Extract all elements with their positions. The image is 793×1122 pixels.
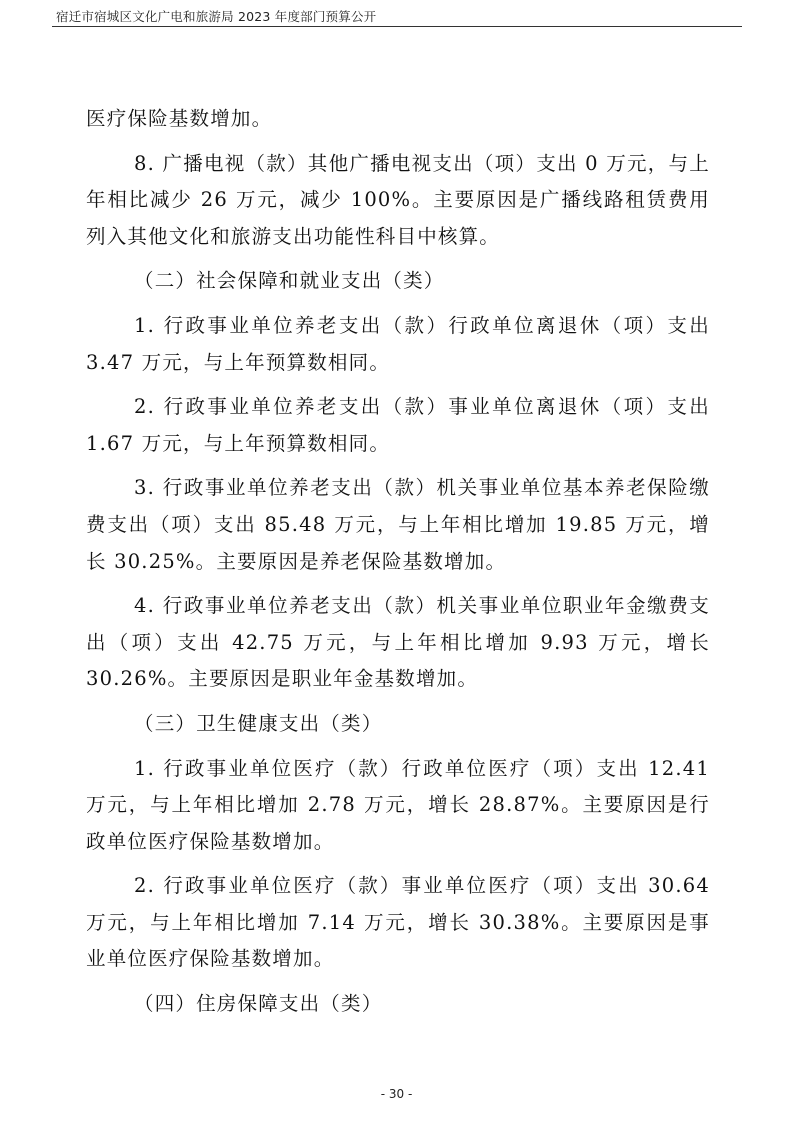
- section-heading-social-security: （二）社会保障和就业支出（类）: [134, 269, 445, 293]
- paragraph-social-3: 3. 行政事业单位养老支出（款）机关事业单位基本养老保险缴费支出（项）支出 85.48 万元，与上年相比增加 19.85 万元，增长 30.25%。主要原因是养老保险基数增加。: [86, 476, 710, 573]
- paragraph-item-8: 8. 广播电视（款）其他广播电视支出（项）支出 0 万元，与上年相比减少 26 万元，减少 100%。主要原因是广播线路租赁费用列入其他文化和旅游支出功能性科目中核算。: [86, 151, 710, 248]
- header-divider: [52, 26, 742, 27]
- paragraph-health-2: 2. 行政事业单位医疗（款）事业单位医疗（项）支出 30.64 万元，与上年相比增加 7.14 万元，增长 30.38%。主要原因是事业单位医疗保险基数增加。: [86, 874, 710, 971]
- paragraph-social-1: 1. 行政事业单位养老支出（款）行政单位离退休（项）支出 3.47 万元，与上年预算数相同。: [86, 313, 710, 374]
- section-heading-health: （三）卫生健康支出（类）: [134, 711, 383, 735]
- paragraph-social-2: 2. 行政事业单位养老支出（款）事业单位离退休（项）支出 1.67 万元，与上年预算数相同。: [86, 395, 710, 455]
- paragraph-health-1: 1. 行政事业单位医疗（款）行政单位医疗（项）支出 12.41 万元，与上年相比增加 2.78 万元，增长 28.87%。主要原因是行政单位医疗保险基数增加。: [86, 756, 710, 853]
- page-header: 宿迁市宿城区文化广电和旅游局 2023 年度部门预算公开: [56, 9, 377, 24]
- paragraph-social-4: 4. 行政事业单位养老支出（款）机关事业单位职业年金缴费支出（项）支出 42.75 万元，与上年相比增加 9.93 万元，增长 30.26%。主要原因是职业年金基数增加。: [86, 594, 710, 691]
- document-body: [86, 101, 710, 1023]
- page-number: - 30 -: [380, 1087, 413, 1101]
- paragraph-continued: 医疗保险基数增加。: [86, 107, 273, 130]
- section-heading-housing: （四）住房保障支出（类）: [134, 992, 383, 1016]
